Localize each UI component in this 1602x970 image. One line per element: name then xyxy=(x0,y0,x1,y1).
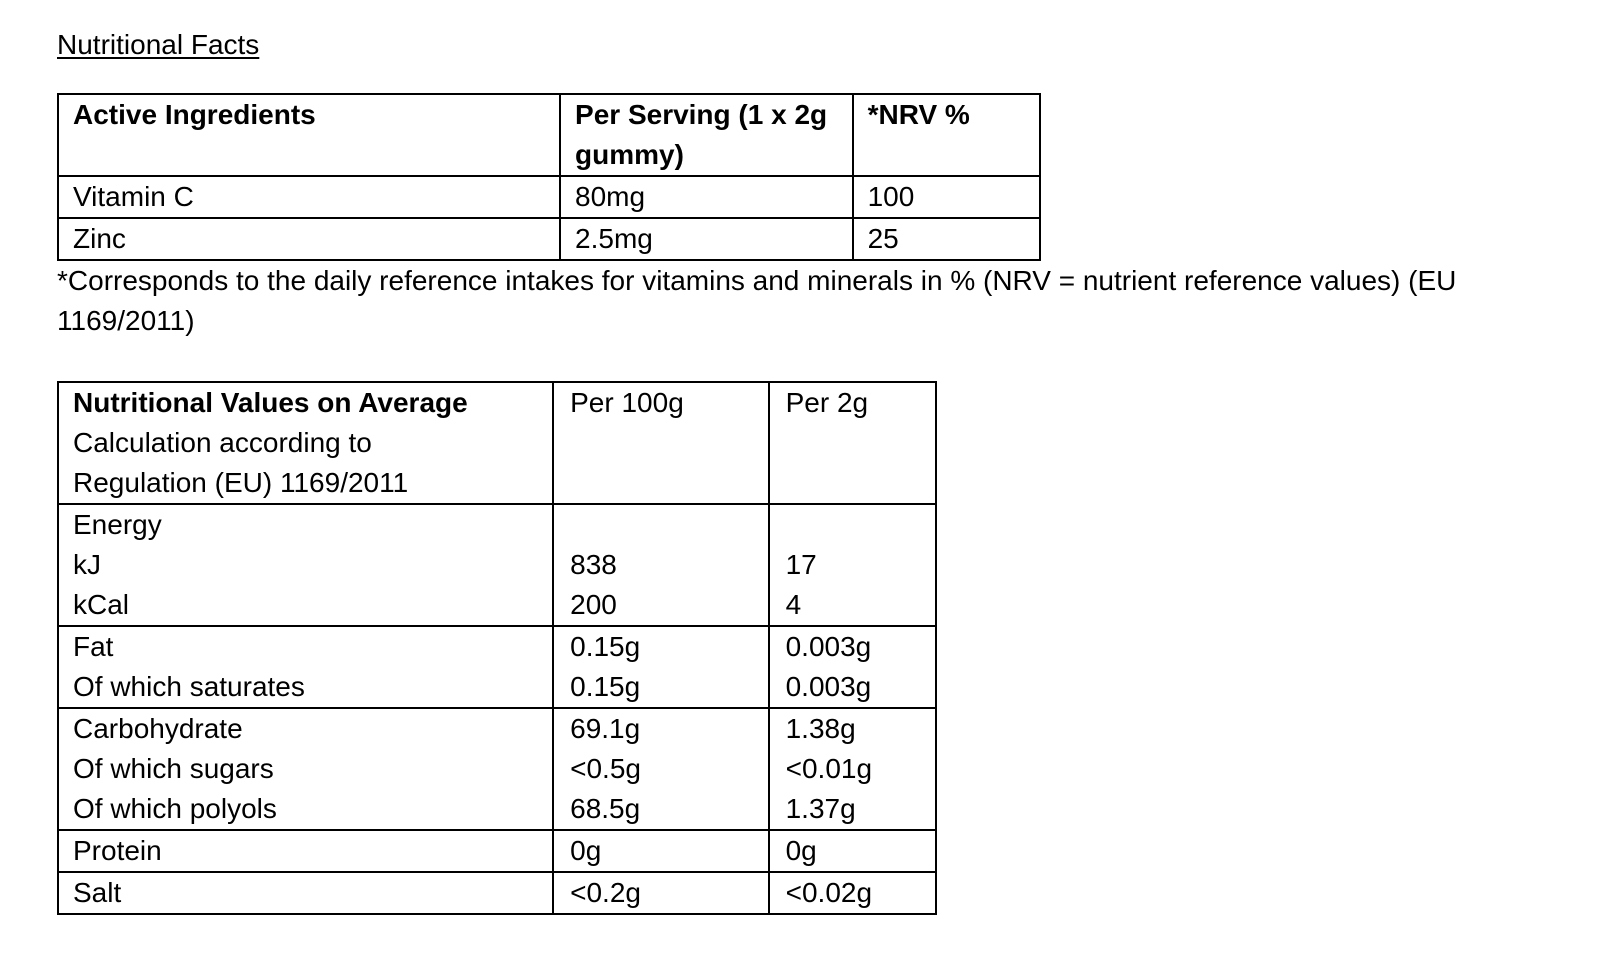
fat-per-2g xyxy=(769,626,936,708)
fat-value-100g: 0.15g xyxy=(570,631,641,662)
header-subtitle-line1: Calculation according to xyxy=(73,427,372,458)
header-nrv: *NRV % xyxy=(853,94,1040,176)
header-per-100g: Per 100g xyxy=(553,382,768,504)
table-header-row xyxy=(58,382,936,504)
carbohydrate-label: Carbohydrate xyxy=(73,713,243,744)
fat-value-2g: 0.003g xyxy=(785,631,872,662)
energy-label: Energy xyxy=(73,509,162,540)
energy-labels xyxy=(58,504,553,626)
ingredient-amount: 2.5mg xyxy=(560,218,853,260)
protein-label: Protein xyxy=(58,830,553,872)
saturates-value-100g: 0.15g xyxy=(570,671,641,702)
protein-value-100g: 0g xyxy=(553,830,768,872)
salt-value-2g: <0.02g xyxy=(769,872,936,914)
ingredient-name: Zinc xyxy=(58,218,560,260)
fat-labels xyxy=(58,626,553,708)
table-row xyxy=(58,176,1040,218)
header-per-2g: Per 2g xyxy=(769,382,936,504)
kcal-label: kCal xyxy=(73,589,130,620)
saturates-label: Of which saturates xyxy=(73,671,305,702)
fat-label: Fat xyxy=(73,631,114,662)
header-active-ingredients: Active Ingredients xyxy=(58,94,560,176)
sugars-value-100g: <0.5g xyxy=(570,753,641,784)
salt-label: Salt xyxy=(58,872,553,914)
sugars-label: Of which sugars xyxy=(73,753,274,784)
carbohydrate-value-2g: 1.38g xyxy=(785,713,856,744)
table-header-row xyxy=(58,94,1040,176)
ingredient-amount: 80mg xyxy=(560,176,853,218)
nrv-footnote: *Corresponds to the daily reference intakes for vitamins and minerals in % (NRV = nutrient reference values) (EU 1169/2011) xyxy=(57,265,1457,336)
header-title: Nutritional Values on Average xyxy=(73,387,468,418)
header-per-serving: Per Serving (1 x 2g gummy) xyxy=(560,94,853,176)
table-row-fat xyxy=(58,626,936,708)
kcal-per-2g: 4 xyxy=(785,589,802,620)
carb-per-2g xyxy=(769,708,936,830)
kcal-per-100g: 200 xyxy=(570,589,617,620)
carb-per-100g xyxy=(553,708,768,830)
table-row-salt xyxy=(58,872,936,914)
carb-labels xyxy=(58,708,553,830)
kj-label: kJ xyxy=(73,549,101,580)
header-nutritional-values xyxy=(58,382,553,504)
table-row-protein xyxy=(58,830,936,872)
table-row xyxy=(58,218,1040,260)
kj-per-100g: 838 xyxy=(570,549,617,580)
ingredient-nrv: 25 xyxy=(853,218,1040,260)
carbohydrate-value-100g: 69.1g xyxy=(570,713,641,744)
table-row-energy xyxy=(58,504,936,626)
ingredient-nrv: 100 xyxy=(853,176,1040,218)
sugars-value-2g: <0.01g xyxy=(785,753,873,784)
kj-per-2g: 17 xyxy=(785,549,817,580)
energy-per-100g xyxy=(553,504,768,626)
ingredient-name: Vitamin C xyxy=(58,176,560,218)
fat-per-100g xyxy=(553,626,768,708)
salt-value-100g: <0.2g xyxy=(553,872,768,914)
page-title: Nutritional Facts xyxy=(57,29,260,60)
active-ingredients-table xyxy=(57,93,1041,261)
polyols-label: Of which polyols xyxy=(73,793,277,824)
nutritional-values-table xyxy=(57,381,937,915)
protein-value-2g: 0g xyxy=(769,830,936,872)
header-subtitle-line2: Regulation (EU) 1169/2011 xyxy=(73,467,409,498)
saturates-value-2g: 0.003g xyxy=(785,671,872,702)
polyols-value-100g: 68.5g xyxy=(570,793,641,824)
energy-per-2g xyxy=(769,504,936,626)
document xyxy=(57,26,1587,915)
polyols-value-2g: 1.37g xyxy=(785,793,856,824)
table-row-carbohydrate xyxy=(58,708,936,830)
